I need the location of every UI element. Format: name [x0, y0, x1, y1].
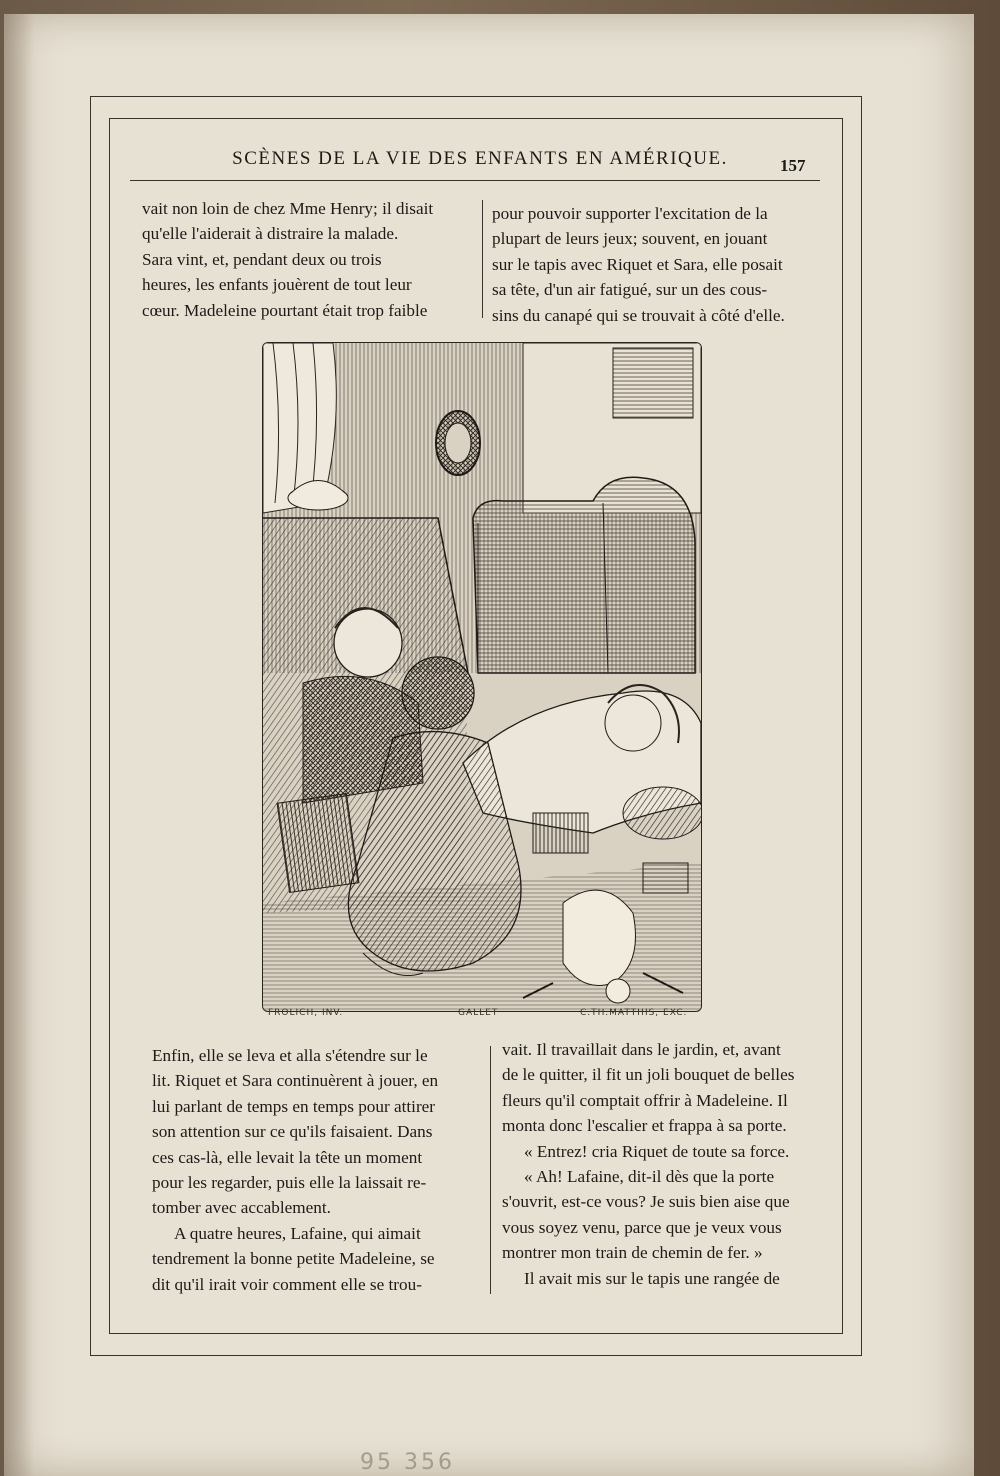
- text-line: son attention sur ce qu'ils faisaient. Dans: [152, 1122, 433, 1142]
- text-line: vait. Il travaillait dans le jardin, et, avant: [502, 1040, 781, 1059]
- text-line: « Entrez! cria Riquet de toute sa force.: [524, 1141, 790, 1161]
- engraver-credit-right: C.TH.MATTHIS, EXC.: [580, 1008, 688, 1018]
- paragraph: [152, 1043, 480, 1221]
- text-line: lit. Riquet et Sara continuèrent à jouer, en: [152, 1071, 439, 1091]
- text-line: tomber avec accablement.: [152, 1198, 331, 1218]
- text-line: heures, les enfants jouèrent de tout leur: [142, 275, 412, 295]
- library-stamp: 95 356: [360, 1450, 455, 1475]
- top-right-column: [492, 201, 812, 328]
- paragraph: [152, 1221, 480, 1297]
- text-line: « Ah! Lafaine, dit-il dès que la porte: [524, 1167, 775, 1187]
- paragraph: [502, 1139, 822, 1164]
- bottom-right-column: [502, 1037, 822, 1291]
- text-line: pour les regarder, puis elle la laissait re-: [152, 1173, 427, 1193]
- text-line: sur le tapis avec Riquet et Sara, elle posait: [492, 254, 783, 274]
- text-line: montrer mon train de chemin de fer. »: [502, 1243, 763, 1263]
- paragraph: [502, 1266, 822, 1291]
- text-line: plupart de leurs jeux; souvent, en jouant: [492, 229, 768, 249]
- text-line: de le quitter, il fit un joli bouquet de belles: [502, 1065, 795, 1085]
- engraving-drawing: [263, 343, 701, 1011]
- column-divider: [490, 1046, 491, 1294]
- text-line: ces cas-là, elle levait la tête un moment: [152, 1147, 423, 1167]
- text-line: tendrement la bonne petite Madeleine, se: [152, 1249, 435, 1269]
- text-line: cœur. Madeleine pourtant était trop faible: [142, 300, 428, 320]
- text-line: dit qu'il irait voir comment elle se trou-: [152, 1274, 422, 1294]
- text-line: s'ouvrit, est-ce vous? Je suis bien aise que: [502, 1192, 790, 1212]
- text-line: pour pouvoir supporter l'excitation de la: [492, 204, 768, 223]
- page-number: 157: [780, 156, 806, 175]
- text-line: Il avait mis sur le tapis une rangée de: [524, 1268, 780, 1288]
- bottom-left-column: [152, 1043, 480, 1297]
- text-line: sa tête, d'un air fatigué, sur un des cous-: [492, 280, 768, 300]
- header-rule: [130, 180, 820, 181]
- text-line: vait non loin de chez Mme Henry; il disait: [142, 199, 434, 218]
- text-line: lui parlant de temps en temps pour attirer: [152, 1096, 436, 1116]
- text-line: fleurs qu'il comptait offrir à Madeleine. Il: [502, 1090, 788, 1110]
- paragraph: [492, 201, 812, 328]
- paragraph: [502, 1037, 822, 1139]
- engraver-credit-mid: GALLET: [458, 1008, 499, 1018]
- text-line: Sara vint, et, pendant deux ou trois: [142, 249, 382, 269]
- text-line: A quatre heures, Lafaine, qui aimait: [174, 1223, 421, 1243]
- engraver-credit-left: FROLICH, INV.: [268, 1008, 344, 1018]
- text-line: Enfin, elle se leva et alla s'étendre sur le: [152, 1046, 428, 1065]
- text-line: qu'elle l'aiderait à distraire la malade.: [142, 224, 399, 244]
- engraving-illustration: [262, 342, 702, 1012]
- text-line: sins du canapé qui se trouvait à côté d'elle.: [492, 305, 785, 325]
- top-left-column: [142, 196, 470, 323]
- text-line: vous soyez venu, parce que je veux vous: [502, 1217, 782, 1237]
- running-head: SCÈNES DE LA VIE DES ENFANTS EN AMÉRIQUE.: [232, 148, 728, 169]
- text-line: monta donc l'escalier et frappa à sa porte.: [502, 1116, 787, 1136]
- paragraph: [502, 1164, 822, 1266]
- paragraph: [142, 196, 470, 323]
- spine-shadow: [4, 14, 34, 1476]
- column-divider: [482, 200, 483, 318]
